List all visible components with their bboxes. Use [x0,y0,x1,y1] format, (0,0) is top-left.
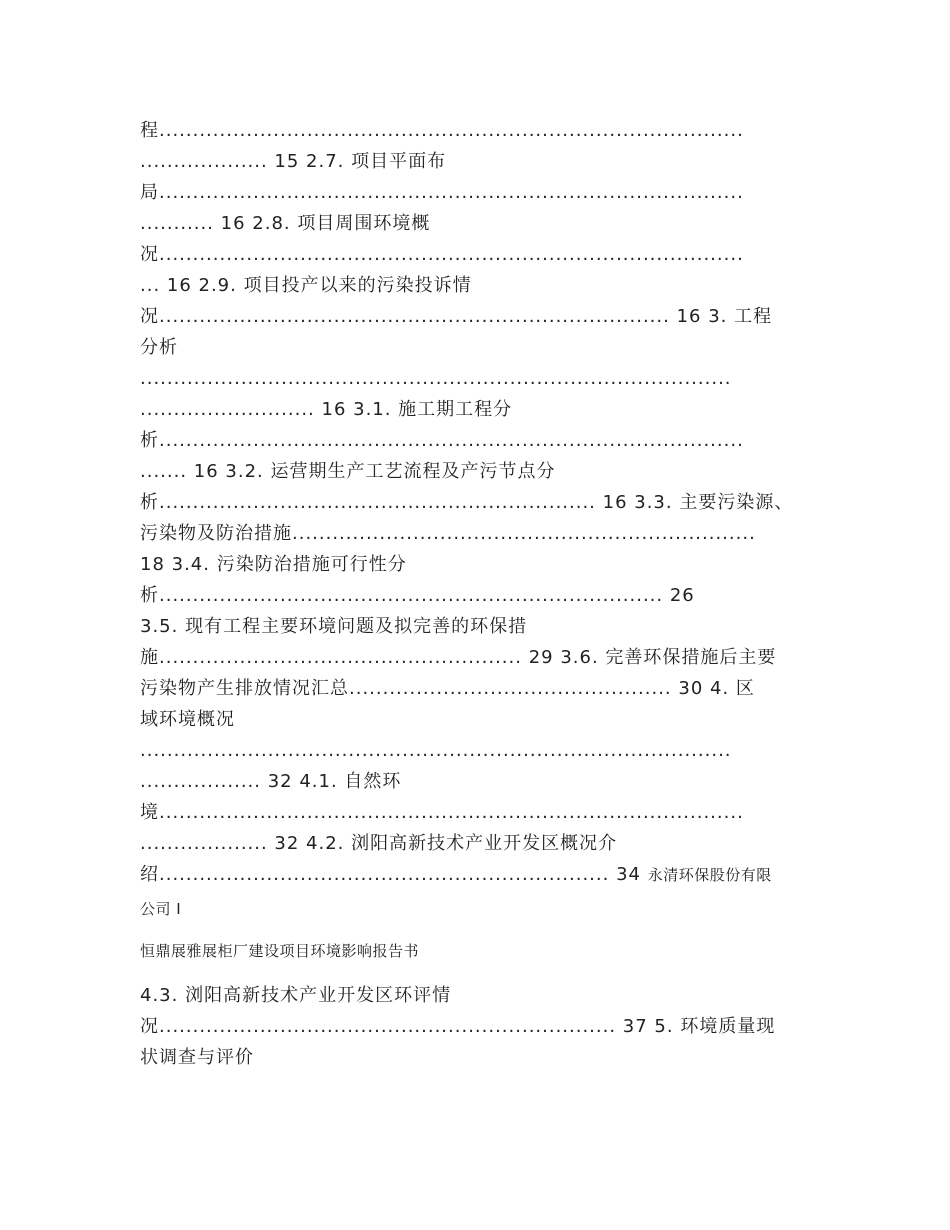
toc-line-text: 绍................................................................... 34 [140,864,641,885]
footer-company: 永清环保股份有限 [647,866,772,884]
toc-line: 污染物产生排放情况汇总................................................ 30 4. 区 [140,678,755,699]
toc-line: 状调查与评价 [140,1047,254,1068]
toc-line: ... 16 2.9. 项目投产以来的污染投诉情 [140,275,472,296]
toc-line: 况............................................................................ 16 3. 工程 [140,306,773,327]
toc-line: 程....................................................................................... [140,120,744,141]
toc-line: ........... 16 2.8. 项目周围环境概 [140,213,431,234]
toc-line: 况....................................................................................... [140,244,744,265]
toc-line: 境....................................................................................... [140,802,744,823]
toc-line: .......................... 16 3.1. 施工期工程分 [140,399,513,420]
toc-line: 18 3.4. 污染防治措施可行性分 [140,554,407,575]
toc-line: ........................................................................................ [140,368,732,389]
toc-line: 域环境概况 [140,709,235,730]
toc-line: 4.3. 浏阳高新技术产业开发区环评情 [140,985,452,1006]
toc-line: ................... 32 4.2. 浏阳高新技术产业开发区概况介 [140,833,618,854]
footer-company-continued: 公司 I [140,900,182,918]
toc-line: 析....................................................................................... [140,430,744,451]
toc-line: 分析 [140,337,178,358]
toc-line: 3.5. 现有工程主要环境问题及拟完善的环保措 [140,616,528,637]
toc-line: 析................................................................. 16 3.3. 主要污染源、 [140,492,794,513]
toc-line: .................. 32 4.1. 自然环 [140,771,402,792]
toc-line: 况.................................................................... 37 5. 环境质量现 [140,1016,776,1037]
toc-line: 析........................................................................... 26 [140,585,695,606]
toc-line: ........................................................................................ [140,740,732,761]
toc-line: 污染物及防治措施..................................................................... [140,523,756,544]
page-header-title: 恒鼎展雅展柜厂建设项目环境影响报告书 [140,942,420,960]
toc-line: ................... 15 2.7. 项目平面布 [140,151,447,172]
toc-line: 局....................................................................................... [140,182,744,203]
toc-line-with-footer [140,862,810,888]
toc-line: ....... 16 3.2. 运营期生产工艺流程及产污节点分 [140,461,556,482]
toc-line: 施...................................................... 29 3.6. 完善环保措施后主要 [140,647,777,668]
